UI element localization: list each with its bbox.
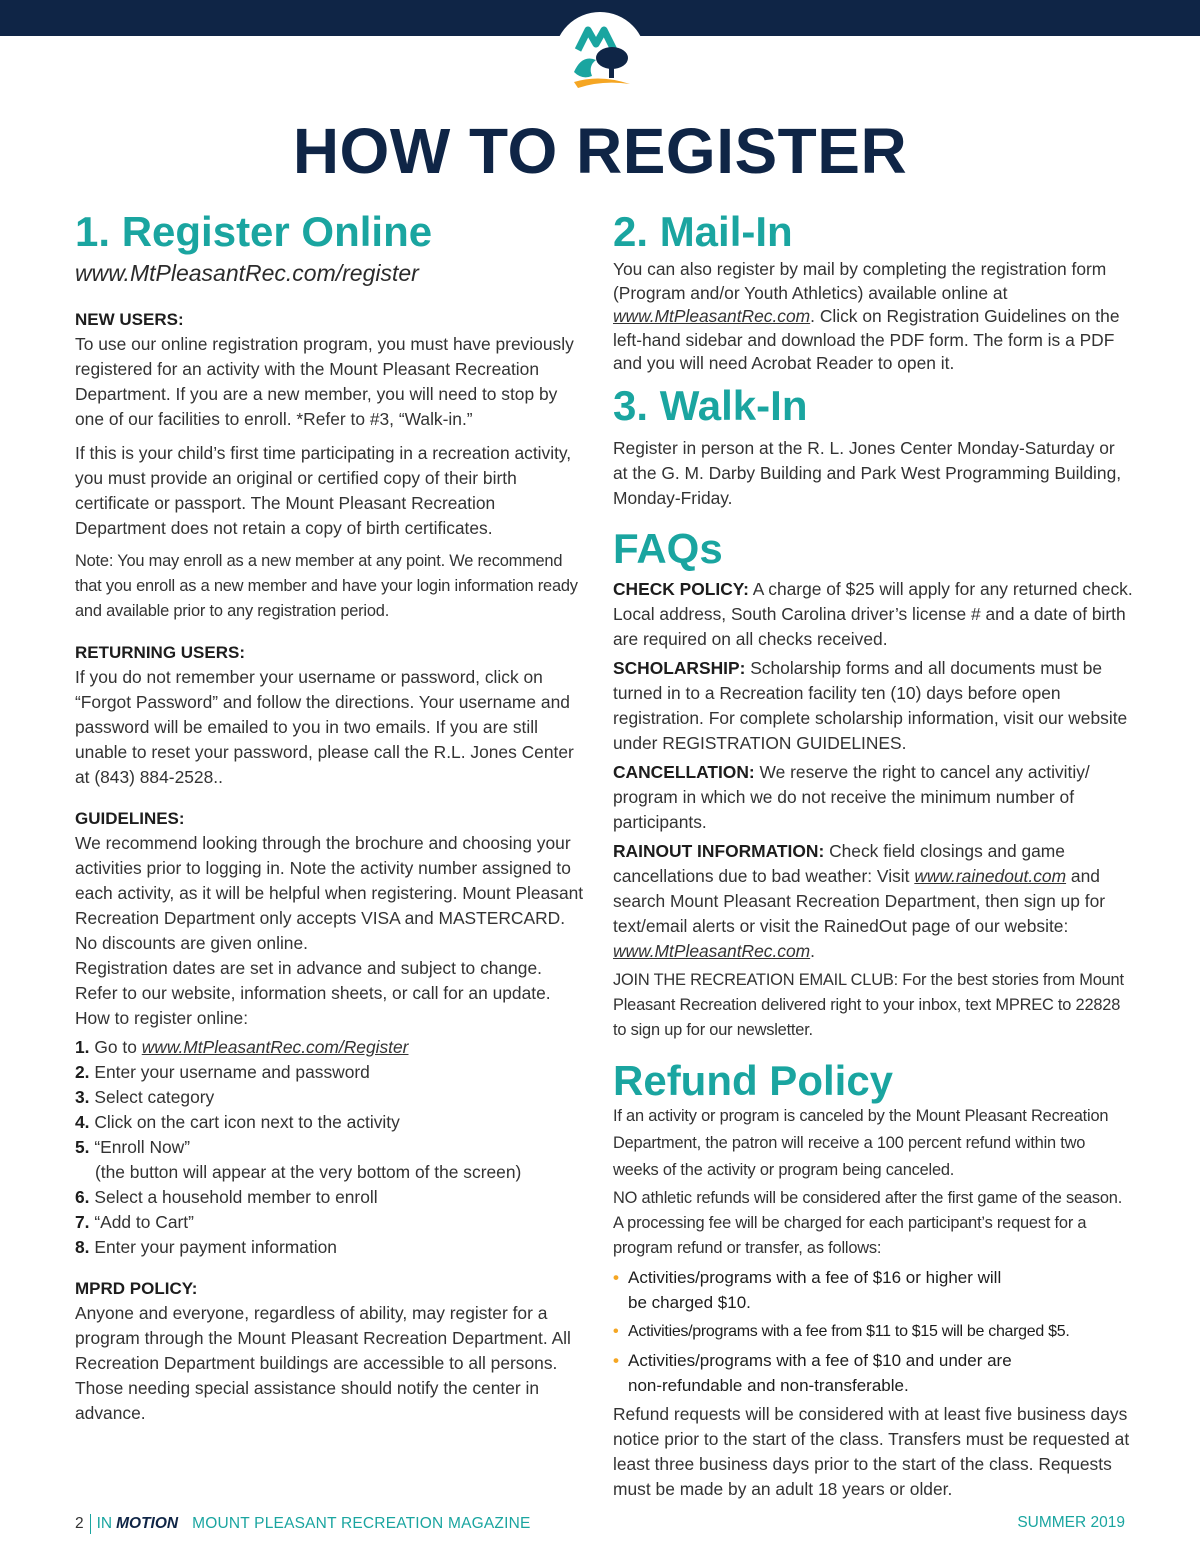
footer-magazine-title: MOUNT PLEASANT RECREATION MAGAZINE xyxy=(192,1515,531,1532)
list-item: • Activities/programs with a fee of $16 or higher will be charged $10. xyxy=(613,1265,1013,1315)
refund-fee-list xyxy=(613,1265,1133,1398)
register-online-heading: 1. Register Online xyxy=(75,208,433,255)
bullet-icon: • xyxy=(613,1350,619,1370)
new-users-paragraph-2: If this is your child’s first time participating in a recreation activity, you must provide an original or certified copy of their birth certificate or passport. The Mount Pleasant Recreation Department does not retain a copy of birth certificates. xyxy=(75,443,572,538)
right-column xyxy=(613,208,1133,1502)
faq-email-club: JOIN THE RECREATION EMAIL CLUB: For the best stories from Mount Pleasant Recreation delivered right to your inbox, text MPREC to 22828 to sign up for our newsletter. xyxy=(613,970,1124,1039)
register-url[interactable]: www.MtPleasantRec.com/register xyxy=(75,260,419,286)
guidelines-label: GUIDELINES: xyxy=(75,809,185,828)
refund-paragraph-1: If an activity or program is canceled by the Mount Pleasant Recreation Department, the patron will receive a 100 percent refund within two weeks of the activity or program being canceled. xyxy=(613,1106,1109,1179)
list-item: 8. Enter your payment information xyxy=(75,1237,337,1257)
mount-pleasant-logo xyxy=(552,10,648,106)
faq-rainout: RAINOUT INFORMATION: Check field closings and game cancellations due to bad weather: Visit www.rainedout.com and search Mount Pleasant Recreation Department, then sign up for text/email alerts or visit the RainedOut page of our website: www.MtPleasantRec.com. xyxy=(613,840,1106,961)
footer-in-label: IN xyxy=(96,1515,113,1532)
faq-cancellation: CANCELLATION: We reserve the right to cancel any activitiy/ program in which we do not receive the minimum number of participants. xyxy=(613,761,1090,832)
refund-paragraph-2: NO athletic refunds will be considered after the first game of the season. A processing fee will be charged for each participant’s request for a program refund or transfer, as follows: xyxy=(613,1188,1123,1257)
footer-issue: SUMMER 2019 xyxy=(1017,1514,1125,1531)
mprd-policy-label: MPRD POLICY: xyxy=(75,1279,198,1298)
list-item: (the button will appear at the very bottom of the screen) xyxy=(95,1162,522,1182)
footer-motion-label: MOTION xyxy=(116,1515,179,1532)
returning-users-paragraph: If you do not remember your username or password, click on “Forgot Password” and follow the directions. Your username and password will be emailed to you in two emails. If you are still unable to reset your password, please call the R.L. Jones Center at (843) 884-2528.. xyxy=(75,667,574,787)
guidelines-paragraph-3: How to register online: xyxy=(75,1008,249,1028)
list-item: 1. Go to www.MtPleasantRec.com/Register xyxy=(75,1037,409,1057)
guidelines-paragraph-1: We recommend looking through the brochure and choosing your activities prior to logging in. Note the activity number assigned to each activity, as it will be helpful when registering. Mount Pleasant Recreation Department only accepts VISA and MASTERCARD. No discounts are given online. xyxy=(75,833,584,953)
new-users-note: Note: You may enroll as a new member at any point. We recommend that you enroll as a new member and have your login information ready and available prior to any registration period. xyxy=(75,552,578,620)
faq-scholarship: SCHOLARSHIP: Scholarship forms and all documents must be turned in to a Recreation facility ten (10) days before open registration. For complete scholarship information, visit our website under REGISTRATION GUIDELINES. xyxy=(613,657,1128,753)
new-users-label: NEW USERS: xyxy=(75,310,184,329)
faqs-heading: FAQs xyxy=(613,524,723,572)
mail-in-heading: 2. Mail-In xyxy=(613,208,793,255)
refund-paragraph-3: Refund requests will be considered with at least five business days notice prior to the start of the class. Transfers must be requested at least three business days prior to the start of the class. Requests must be made by an adult 18 years or older. xyxy=(613,1403,1130,1499)
mprd-policy-paragraph: Anyone and everyone, regardless of ability, may register for a program through the Mount Pleasant Recreation Department. All Recreation Department buildings are accessible to all persons. Those needing special assistance should notify the center in advance. xyxy=(75,1303,571,1423)
list-item: 7. “Add to Cart” xyxy=(75,1212,194,1232)
list-item: • Activities/programs with a fee from $11 to $15 will be charged $5. xyxy=(613,1319,1133,1344)
register-step-link[interactable]: www.MtPleasantRec.com/Register xyxy=(141,1037,409,1057)
walk-in-heading: 3. Walk-In xyxy=(613,381,808,429)
register-steps-list xyxy=(75,1035,585,1260)
faq-check-policy: CHECK POLICY: A charge of $25 will apply for any returned check. Local address, South Carolina driver’s license # and a date of birth are required on all checks received. xyxy=(613,578,1133,649)
refund-policy-heading: Refund Policy xyxy=(613,1056,894,1104)
guidelines-paragraph-2: Registration dates are set in advance and subject to change. Refer to our website, information sheets, or call for an update. xyxy=(75,958,551,1003)
mail-in-paragraph: You can also register by mail by completing the registration form (Program and/or Youth Athletics) available online at www.MtPleasantRec.com. Click on Registration Guidelines on the left-hand sidebar and download the PDF form. The form is a PDF and you will need Acrobat Reader to open it. xyxy=(613,259,1120,373)
page-title: HOW TO REGISTER xyxy=(292,115,908,187)
bullet-icon: • xyxy=(613,1322,619,1340)
list-item: • Activities/programs with a fee of $10 and under are non-refundable and non-transferable. xyxy=(613,1348,1023,1398)
walk-in-paragraph: Register in person at the R. L. Jones Center Monday-Saturday or at the G. M. Darby Building and Park West Programming Building, Monday-Friday. xyxy=(613,437,1122,508)
list-item: 2. Enter your username and password xyxy=(75,1062,370,1082)
page-number: 2 xyxy=(75,1515,84,1532)
new-users-paragraph-1: To use our online registration program, you must have previously registered for an activity with the Mount Pleasant Recreation Department. If you are a new member, you will need to stop by one of our facilities to enroll. *Refer to #3, “Walk-in.” xyxy=(75,334,574,429)
bullet-icon: • xyxy=(613,1267,619,1287)
list-item: 4. Click on the cart icon next to the activity xyxy=(75,1112,400,1132)
list-item: 5. “Enroll Now” xyxy=(75,1137,191,1157)
footer-left xyxy=(75,1514,531,1534)
website-link[interactable]: www.MtPleasantRec.com xyxy=(613,940,811,961)
footer-divider xyxy=(90,1514,91,1534)
page-footer xyxy=(75,1514,1125,1538)
left-column xyxy=(75,208,585,1426)
rainedout-link[interactable]: www.rainedout.com xyxy=(914,865,1067,886)
mail-in-link[interactable]: www.MtPleasantRec.com xyxy=(613,306,811,326)
returning-users-label: RETURNING USERS: xyxy=(75,643,246,662)
list-item: 3. Select category xyxy=(75,1087,215,1107)
list-item: 6. Select a household member to enroll xyxy=(75,1187,378,1207)
